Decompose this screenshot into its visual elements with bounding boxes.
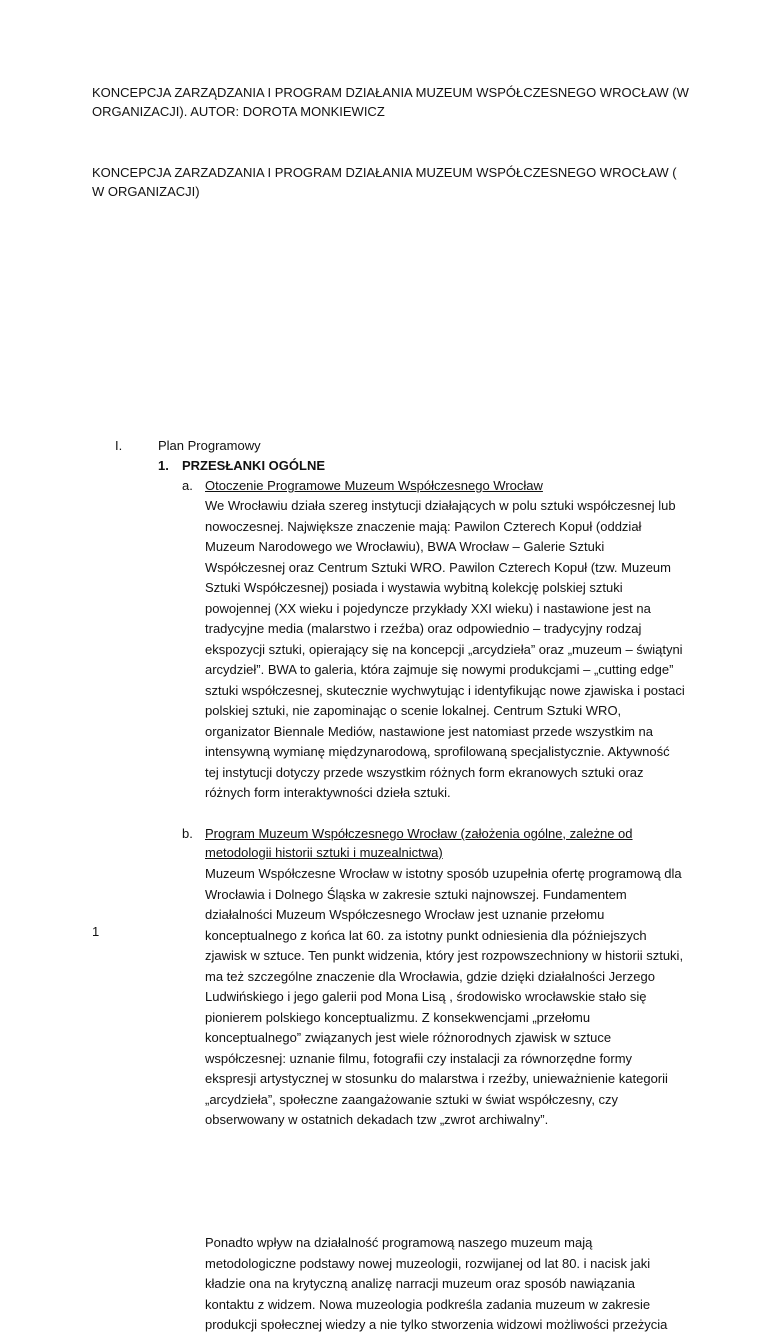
section-label: Plan Programowy	[158, 438, 261, 453]
item-b-body-continued: Ponadto wpływ na działalność programową naszego muzeum mają metodologiczne podstawy nowej muzeologii, rozwijanej od lat 80. i nacisk jaki kładzie ona na krytyczną analizę narracji muzeum oraz sposób nawiązania kontaktu z widzem. Nowa muzeologia podkreśla zadania muzeum w zakresie produkcji społecznej wiedzy a nie tylko stworzenia widzowi możliwości przeżycia	[205, 1235, 668, 1332]
item-a-letter: a.	[182, 478, 193, 493]
item-a-body: We Wrocławiu działa szereg instytucji działających w polu sztuki współczesnej lub nowoczesnej. Największe znaczenie mają: Pawilon Czterech Kopuł (oddział Muzeum Narodowego we Wrocławiu), BWA Wrocław – Galerie Sztuki Współczesnej oraz Centrum Sztuki WRO. Pawilon Czterech Kopuł (tzw. Muzeum Sztuki Współczesnej) posiada i wystawia wybitną kolekcję polskiej sztuki powojennej (XX wieku i pojedyncze przykłady XXI wieku) i nastawione jest na tradycyjne media (malarstwo i rzeźba) oraz odpowiednio – tradycyjny rodzaj ekspozycji sztuki, opierający się na koncepcji „arcydzieła” oraz „muzeum – świątyni arcydzieł”. BWA to galeria, która zajmuje się nowymi produkcjami – „cutting edge” sztuki współczesnej, skutecznie wychwytując i identyfikując nowe zjawiska i postaci polskiej sztuki, nie zapominając o scenie lokalnej. Centrum Sztuki WRO, organizator Biennale Mediów, nastawione jest natomiast przede wszystkim na intensywną wymianę międzynarodową, sprofilowaną specjalistycznie. Aktywność tej instytucji dotyczy przede wszystkim różnych form ekranowych sztuki oraz różnych form interaktywności dzieła sztuki.	[205, 498, 685, 800]
section-roman-number: I.	[115, 438, 123, 453]
subsection-title: PRZESŁANKI OGÓLNE	[182, 458, 326, 473]
item-b-letter: b.	[182, 826, 193, 841]
item-a-title: Otoczenie Programowe Muzeum Współczesnego Wrocław	[205, 478, 543, 493]
document-subtitle: KONCEPCJA ZARZADZANIA I PROGRAM DZIAŁANIA MUZEUM WSPÓŁCZESNEGO WROCŁAW ( W ORGANIZACJI)	[92, 165, 677, 199]
document-title: KONCEPCJA ZARZĄDZANIA I PROGRAM DZIAŁANIA MUZEUM WSPÓŁCZESNEGO WROCŁAW (W ORGANIZACJI). AUTOR: DOROTA MONKIEWICZ	[92, 85, 689, 119]
subsection-number: 1.	[158, 458, 169, 473]
item-b-title: Program Muzeum Współczesnego Wrocław (założenia ogólne, zależne od metodologii historii sztuki i muzealnictwa)	[205, 826, 633, 860]
item-b-body: Muzeum Współczesne Wrocław w istotny sposób uzupełnia ofertę programową dla Wrocławia i Dolnego Śląska w zakresie sztuki najnowszej. Fundamentem działalności Muzeum Współczesnego Wrocław jest uznanie przełomu konceptualnego z końca lat 60. za istotny punkt odniesienia dla późniejszych zjawisk w sztuce. Ten punkt widzenia, który jest rozpowszechniony w historii sztuki, ma też szczególne znaczenie dla Wrocławia, gdzie dzięki działalności Jerzego Ludwińskiego i jego galerii pod Mona Lisą , środowisko wrocławskie stało się pionierem polskiego konceptualizmu. Z konsekwencjami „przełomu konceptualnego” związanych jest wiele różnorodnych zjawisk w sztuce współczesnej: uznanie filmu, fotografii czy instalacji za równorzędne formy ekspresji artystycznej w stosunku do malarstwa i rzeźby, unieważnienie kategorii „arcydzieła”, społeczne zaangażowanie sztuki w świat współczesny, czy obserwowany w ostatnich dekadach tzw „zwrot archiwalny”.	[205, 866, 684, 1127]
page-number: 1	[92, 924, 100, 939]
